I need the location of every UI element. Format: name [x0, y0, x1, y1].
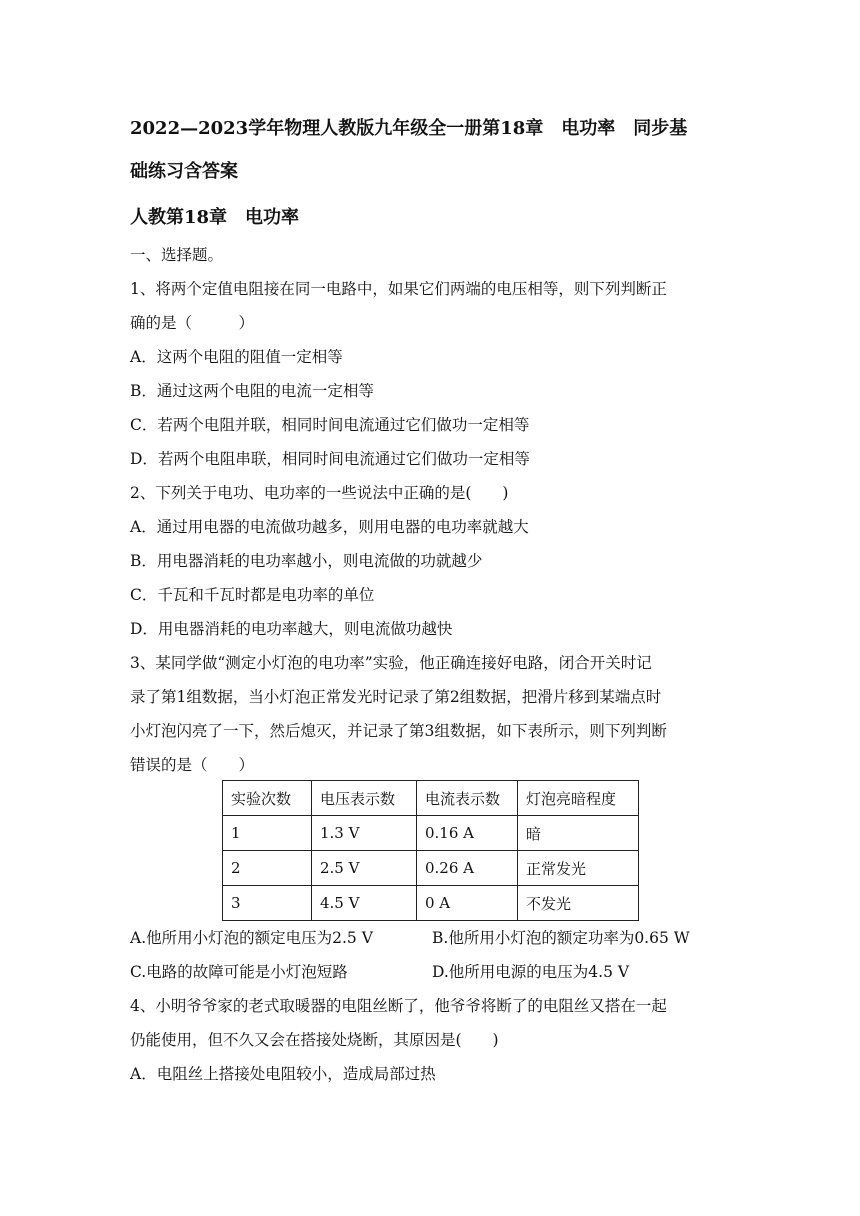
question-1-option-c: C．若两个电阻并联，相同时间电流通过它们做功一定相等: [130, 416, 530, 434]
question-2-option-d: D．用电器消耗的电功率越大，则电流做功越快: [130, 620, 453, 638]
table-header-cell: 灯泡亮暗程度: [518, 781, 639, 816]
table-cell: 正常发光: [518, 851, 639, 886]
table-cell: 不发光: [518, 886, 639, 921]
document-title: 2022—2023学年物理人教版九年级全一册第18章 电功率 同步基: [130, 118, 688, 139]
table-cell: 暗: [518, 816, 639, 851]
chapter-heading: 人教第18章 电功率: [130, 207, 300, 228]
question-1-stem-continued: 确的是（ ）: [130, 314, 255, 332]
table-cell: 4.5 V: [312, 886, 417, 921]
table-cell: 2: [223, 851, 312, 886]
question-3-stem-line-3: 小灯泡闪亮了一下，然后熄灭，并记录了第3组数据，如下表所示，则下列判断: [130, 722, 667, 740]
table-cell: 0.26 A: [417, 851, 518, 886]
table-row: [223, 816, 639, 851]
question-3-stem-line-2: 录了第1组数据，当小灯泡正常发光时记录了第2组数据，把滑片移到某端点时: [130, 688, 662, 706]
section-heading: 一、选择题。: [130, 246, 224, 264]
question-2-option-b: B．用电器消耗的电功率越小，则电流做的功就越少: [130, 552, 483, 570]
question-2-option-a: A．通过用电器的电流做功越多，则用电器的电功率就越大: [130, 518, 529, 536]
table-cell: 2.5 V: [312, 851, 417, 886]
document-title-continued: 础练习含答案: [130, 161, 238, 182]
experiment-data-table: [222, 780, 639, 921]
question-3-stem-line-4: 错误的是（ ）: [130, 756, 255, 774]
question-4-stem-continued: 仍能使用，但不久又会在搭接处烧断，其原因是( ): [130, 1031, 499, 1049]
question-3-option-d: D.他所用电源的电压为4.5 V: [432, 963, 630, 981]
table-header-cell: 电流表示数: [417, 781, 518, 816]
table-cell: 0 A: [417, 886, 518, 921]
table-header-row: [223, 781, 639, 816]
table-row: [223, 851, 639, 886]
question-3-option-c: C.电路的故障可能是小灯泡短路: [130, 963, 348, 981]
table-cell: 1.3 V: [312, 816, 417, 851]
question-1-stem: 1、将两个定值电阻接在同一电路中，如果它们两端的电压相等，则下列判断正: [130, 280, 667, 298]
table-header-cell: 电压表示数: [312, 781, 417, 816]
question-4-option-a: A．电阻丝上搭接处电阻较小，造成局部过热: [130, 1065, 436, 1083]
question-2-option-c: C．千瓦和千瓦时都是电功率的单位: [130, 586, 375, 604]
question-1-option-a: A．这两个电阻的阻值一定相等: [130, 348, 343, 366]
table-row: [223, 886, 639, 921]
question-3-option-a: A.他所用小灯泡的额定电压为2.5 V: [130, 929, 373, 947]
question-1-option-d: D．若两个电阻串联，相同时间电流通过它们做功一定相等: [130, 450, 530, 468]
question-3-stem: 3、某同学做“测定小灯泡的电功率”实验，他正确连接好电路，闭合开关时记: [130, 654, 652, 672]
table-cell: 1: [223, 816, 312, 851]
table-cell: 3: [223, 886, 312, 921]
table-cell: 0.16 A: [417, 816, 518, 851]
question-4-stem: 4、小明爷爷家的老式取暖器的电阻丝断了，他爷爷将断了的电阻丝又搭在一起: [130, 997, 667, 1015]
question-3-option-b: B.他所用小灯泡的额定功率为0.65 W: [432, 929, 690, 947]
question-1-option-b: B．通过这两个电阻的电流一定相等: [130, 382, 374, 400]
question-2-stem: 2、下列关于电功、电功率的一些说法中正确的是( ): [130, 484, 509, 502]
table-header-cell: 实验次数: [223, 781, 312, 816]
